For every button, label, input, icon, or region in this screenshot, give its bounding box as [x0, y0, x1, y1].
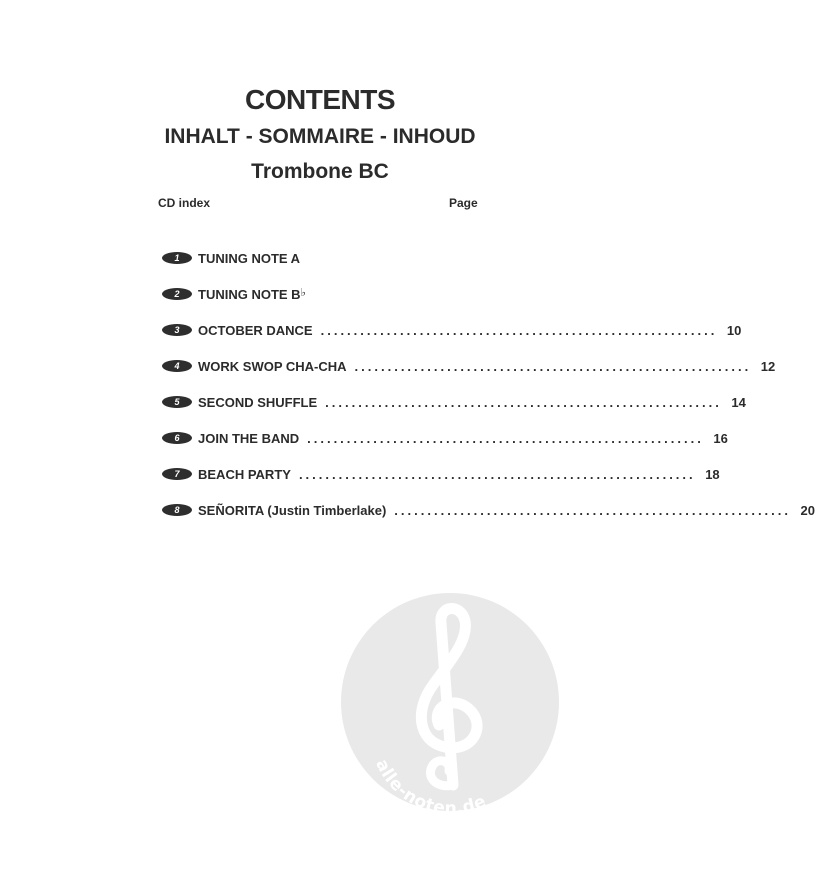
entry-title: OCTOBER DANCE	[198, 322, 313, 338]
entry-title: WORK SWOP CHA-CHA	[198, 358, 347, 374]
entry-page: 12	[760, 358, 776, 374]
entry-title: JOIN THE BAND	[198, 430, 300, 446]
entry-title: TUNING NOTE A	[198, 250, 301, 266]
dot-leader: ............................................................	[320, 322, 718, 338]
cd-track-badge: 8	[162, 504, 192, 516]
flat-sign: ♭	[300, 286, 306, 299]
entry-page: 16	[713, 430, 728, 446]
entry-title: SEÑORITA (Justin Timberlake)	[198, 502, 387, 518]
entry-title	[198, 287, 306, 302]
toc-entry	[162, 456, 720, 492]
toc-entry	[162, 348, 776, 384]
dot-leader: ............................................................	[354, 358, 752, 374]
toc-entry	[162, 420, 728, 456]
toc-entry	[162, 492, 815, 528]
dot-leader: ............................................................	[394, 502, 792, 518]
dot-leader: ............................................................	[307, 430, 704, 446]
instrument-name: Trombone BC	[251, 160, 389, 183]
cd-track-badge: 1	[162, 252, 192, 264]
cd-track-badge: 7	[162, 468, 192, 480]
page-subtitle: INHALT - SOMMAIRE - INHOUD	[164, 125, 476, 148]
cd-track-badge: 6	[162, 432, 192, 444]
watermark-text: alle-noten.de	[371, 756, 490, 811]
cd-track-badge: 3	[162, 324, 192, 336]
page-column-label: Page	[449, 196, 478, 210]
cd-track-badge: 5	[162, 396, 192, 408]
page-title: CONTENTS	[245, 84, 395, 115]
dot-leader: ............................................................	[298, 466, 696, 482]
entry-page: 10	[726, 322, 742, 338]
watermark-logo	[341, 593, 559, 811]
cd-track-badge: 2	[162, 288, 192, 300]
cd-track-badge: 4	[162, 360, 192, 372]
entry-page: 18	[705, 466, 720, 482]
toc-entry	[162, 384, 746, 420]
toc-entry	[162, 240, 482, 276]
entry-title: SECOND SHUFFLE	[198, 394, 318, 410]
toc-entry	[162, 312, 742, 348]
entry-title-text: TUNING NOTE B	[198, 286, 301, 302]
dot-leader: ............................................................	[325, 394, 722, 410]
toc-entry	[162, 276, 482, 312]
entry-page: 20	[800, 502, 815, 518]
entry-page: 14	[731, 394, 746, 410]
table-of-contents	[162, 240, 815, 528]
entry-title: BEACH PARTY	[198, 466, 291, 482]
cd-index-label: CD index	[158, 196, 211, 210]
treble-clef-icon	[341, 593, 559, 811]
